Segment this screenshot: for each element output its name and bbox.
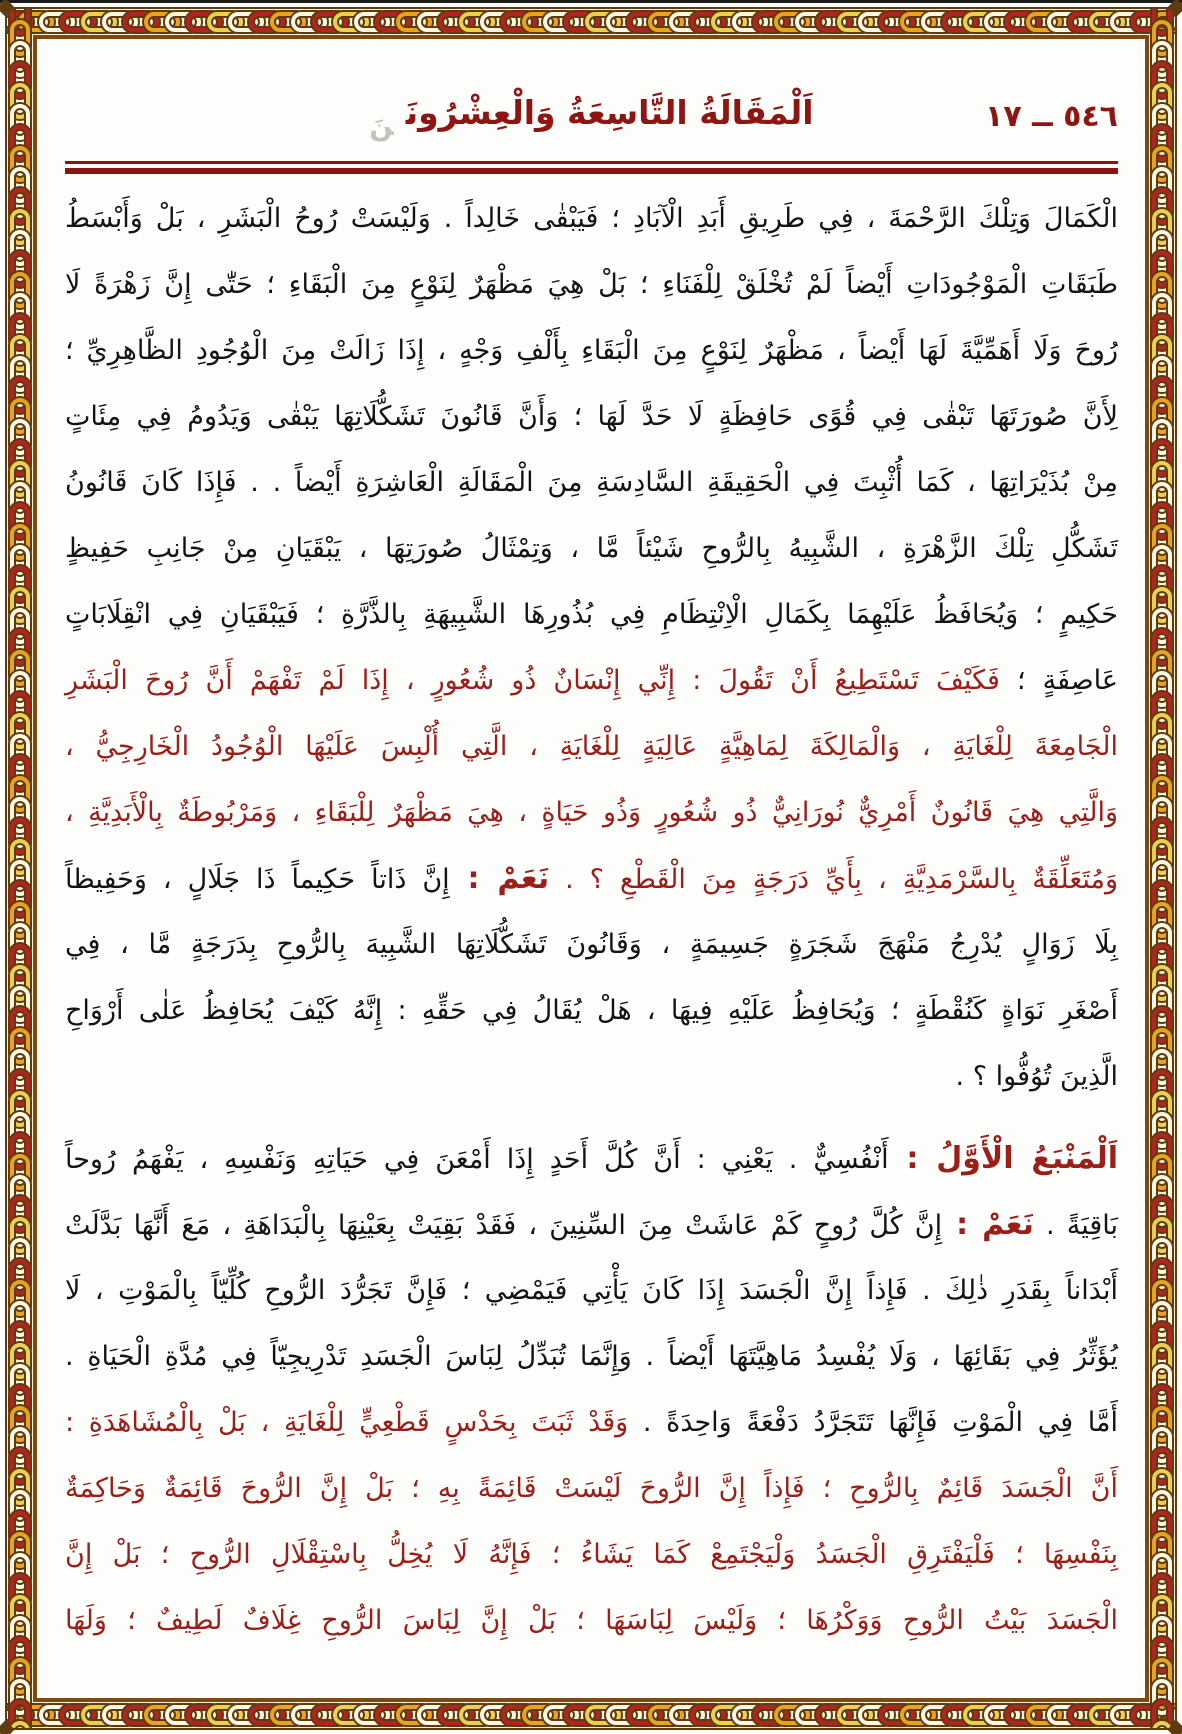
text-segment: بِنَفْسِهَا ؛ فَلْيَفْتَرِقِ الْجَسَدُ وَلْيَجْتَمِعْ كَمَا يَشَاءُ ؛ فَإِنَّهُ لَا يُخِلُّ بِاسْتِقْلَالِ الرُّوحِ ؛ بَلْ إِنَّ [65, 1539, 1118, 1570]
border-chain-bottom [7, 1702, 1175, 1728]
text-line [65, 1456, 1118, 1522]
text-segment: أَصْغَرِ نَوَاةٍ كَنُقْطَةٍ ؛ وَيُحَافِظُ عَلَيْهِ فِيهَا ، هَلْ يُقَالُ فِي حَقِّهِ : إِنَّهُ كَيْفَ يُحَافِظُ عَلٰى أَرْوَاحِ [65, 995, 1118, 1026]
text-segment: نَعَمْ : [942, 1207, 1034, 1242]
text-line [65, 450, 1118, 516]
text-line [65, 252, 1118, 318]
text-segment: الْكَمَالَ وَتِلْكَ الرَّحْمَةَ ، فِي طَرِيقِ أَبَدِ الْآبَادِ ؛ فَيَبْقٰى خَالِداً . وَلَيْسَتْ رُوحُ الْبَشَرِ ، بَلْ وَأَبْسَطُ [65, 203, 1118, 234]
text-line [65, 1126, 1118, 1192]
text-segment: حَكِيمٍ ؛ وَيُحَافَظُ عَلَيْهِمَا بِكَمَالِ الْاِنْتِظَامِ فِي بُذُورِهَا الشَّبِيهَةِ بِالذَّرَّةِ ؛ فَيَبْقَيَانِ فِي انْقِلَابَاتٍ [65, 599, 1118, 630]
article-title [65, 77, 1118, 142]
text-segment: الَّذِينَ تُوُفُّوا ؟ . [955, 1061, 1118, 1092]
text-segment: وَقَدْ ثَبَتَ بِحَدْسٍ قَطْعِيٍّ لِلْغَايَةِ ، بَلْ بِالْمُشَاهَدَةِ : [65, 1407, 629, 1438]
text-line [65, 186, 1118, 252]
article-body [65, 186, 1118, 1654]
scan-edge-top [0, 0, 1182, 3]
text-segment: إِنَّ كُلَّ رُوحٍ كَمْ عَاشَتْ مِنَ السِّنِينَ ، فَقَدْ بَقِيَتْ بِعَيْنِهَا بِالْبَدَاهَةِ ، مَعَ أَنَّهَا بَدَّلَتْ [65, 1210, 943, 1241]
article-title-text: اَلْمَقَالَةُ التَّاسِعَةُ وَالْعِشْرُونَ [405, 93, 814, 132]
text-line [65, 582, 1118, 648]
text-segment: يُؤَثِّرُ فِي بَقَائِهَا ، وَلَا يُفْسِدُ مَاهِيَّتَهَا أَيْضاً . وَإِنَّمَا تُبَدِّلُ لِبَاسَ الْجَسَدِ تَدْرِيجِيّاً فِي مُدَّةِ الْحَيَاةِ . [65, 1341, 1118, 1372]
text-line [65, 1192, 1118, 1258]
text-segment: عَاصِفَةٍ ؛ [999, 665, 1118, 696]
border-chain-left [7, 9, 33, 1728]
text-segment: إِنَّ ذَاتاً حَكِيماً ذَا جَلَالٍ ، وَحَفِيظاً [65, 864, 450, 895]
text-segment: وَالَّتِي هِيَ قَانُونٌ أَمْرِيٌّ نُورَانِيٌّ ذُو شُعُورٍ وَذُو حَيَاةٍ ، هِيَ مَظْهَرٌ لِلْبَقَاءِ ، وَمَرْبُوطَةٌ بِالْأَبَدِيَّةِ ، [65, 797, 1118, 828]
text-segment: أَبْدَاناً بِقَدَرِ ذٰلِكَ . فَإِذاً إِنَّ الْجَسَدَ إِذَا كَانَ يَأْتِي فَيَمْضِي ؛ فَإِنَّ تَجَرُّدَ الرُّوحِ كُلِّيّاً بِالْمَوْتِ ، لَا [65, 1275, 1118, 1306]
text-line [65, 714, 1118, 780]
text-line [65, 1324, 1118, 1390]
text-line [65, 780, 1118, 846]
text-line [65, 318, 1118, 384]
page-header [65, 77, 1118, 153]
text-segment: تَشَكُّلِ تِلْكَ الزَّهْرَةِ ، الشَّبِيهُ بِالرُّوحِ شَيْئاً مَّا ، وَتِمْثَالُ صُورَتِهَا ، يَبْقَيَانِ مِنْ جَانِبِ حَفِيظٍ [65, 533, 1118, 564]
ornamental-frame [5, 7, 1177, 1730]
text-segment: الْجَسَدَ بَيْتُ الرُّوحِ وَوَكْرُهَا ؛ وَلَيْسَ لِبَاسَهَا ؛ بَلْ إِنَّ لِبَاسَ الرُّوحِ غِلَافٌ لَطِيفٌ ؛ وَلَهَا [65, 1605, 1118, 1636]
text-segment: أَنَّ الْجَسَدَ قَائِمٌ بِالرُّوحِ ؛ فَإِذاً إِنَّ الرُّوحَ لَيْسَتْ قَائِمَةً بِهِ ؛ بَلْ إِنَّ الرُّوحَ قَائِمَةٌ وَحَاكِمَةٌ [65, 1473, 1118, 1504]
double-rule [65, 161, 1118, 174]
page-content [37, 39, 1145, 1698]
ink-bleed-ghost: نَ [369, 111, 394, 142]
text-segment: نَعَمْ : [449, 861, 550, 896]
text-segment: الْجَامِعَةَ لِلْغَايَةِ ، وَالْمَالِكَةَ لِمَاهِيَّةٍ عَالِيَةٍ لِلْغَايَةِ ، الَّتِي أُلْبِسَ عَلَيْهَا الْوُجُودُ الْخَارِجِيُّ ، [65, 731, 1118, 762]
text-line [65, 384, 1118, 450]
text-segment: فَكَيْفَ تَسْتَطِيعُ أَنْ تَقُولَ : إِنِّي إِنْسَانٌ ذُو شُعُورٍ ، إِذَا لَمْ تَفْهَمْ أَنَّ رُوحَ الْبَشَرِ [65, 665, 1000, 696]
text-line [65, 1588, 1118, 1654]
text-line [65, 1390, 1118, 1456]
page-inner-panel [33, 35, 1149, 1702]
text-line [65, 846, 1118, 912]
text-line [65, 912, 1118, 978]
border-chain-top [7, 9, 1175, 35]
text-line [65, 1044, 1118, 1110]
border-chain-right [1149, 9, 1175, 1728]
text-segment: مِنْ بُذَيْرَاتِهَا ، كَمَا أُثْبِتَ فِي الْحَقِيقَةِ السَّادِسَةِ مِنَ الْمَقَالَةِ الْعَاشِرَةِ أَيْضاً . . فَإِذَا كَانَ قَانُونُ [65, 467, 1118, 498]
text-segment: وَمُتَعَلِّقَةٌ بِالسَّرْمَدِيَّةِ ، بِأَيِّ دَرَجَةٍ مِنَ الْقَطْعِ ؟ . [549, 864, 1119, 895]
text-segment: أَنْفُسِيٌّ . يَعْنِي : أَنَّ كُلَّ أَحَدٍ إِذَا أَمْعَنَ فِي حَيَاتِهِ وَنَفْسِهِ ، يَفْهَمُ رُوحاً [65, 1144, 889, 1175]
page-number: ٥٤٦ ــ ١٧ [985, 99, 1118, 134]
text-segment: لِأَنَّ صُورَتَهَا تَبْقٰى فِي قُوًى حَافِظَةٍ لَا حَدَّ لَهَا ؛ وَأَنَّ قَانُونَ تَشَكُّلَاتِهَا يَبْقٰى وَيَدُومُ فِي مِئَاتٍ [65, 401, 1118, 432]
text-line [65, 1258, 1118, 1324]
text-line [65, 648, 1118, 714]
text-segment: رُوحَ وَلَا أَهَمِّيَّةَ لَهَا أَيْضاً ، مَظْهَرٌ لِنَوْعٍ مِنَ الْبَقَاءِ بِأَلْفِ وَجْهٍ ، إِذَا زَالَتْ مِنَ الْوُجُودِ الظَّاهِرِيِّ ؛ [65, 335, 1118, 366]
text-segment: اَلْمَنْبَعُ الْأَوَّلُ : [888, 1141, 1118, 1176]
text-line [65, 516, 1118, 582]
text-segment: أَمَّا فِي الْمَوْتِ فَإِنَّهَا تَتَجَرَّدُ دَفْعَةً وَاحِدَةً . [628, 1407, 1118, 1438]
text-segment: طَبَقَاتِ الْمَوْجُودَاتِ أَيْضاً لَمْ تُخْلَقْ لِلْفَنَاءِ ؛ بَلْ هِيَ مَظْهَرٌ لِنَوْعٍ مِنَ الْبَقَاءِ ؛ حَتّٰى إِنَّ زَهْرَةً لَا [65, 269, 1118, 300]
text-line [65, 978, 1118, 1044]
text-segment: بِلَا زَوَالٍ يُدْرِجُ مَنْهَجَ شَجَرَةٍ جَسِيمَةٍ ، وَقَانُونَ تَشَكُّلَاتِهَا الشَّبِيهَ بِالرُّوحِ بِدَرَجَةٍ مَّا ، فِي [65, 929, 1118, 960]
text-segment: بَاقِيَةً . [1033, 1210, 1119, 1241]
text-line [65, 1522, 1118, 1588]
